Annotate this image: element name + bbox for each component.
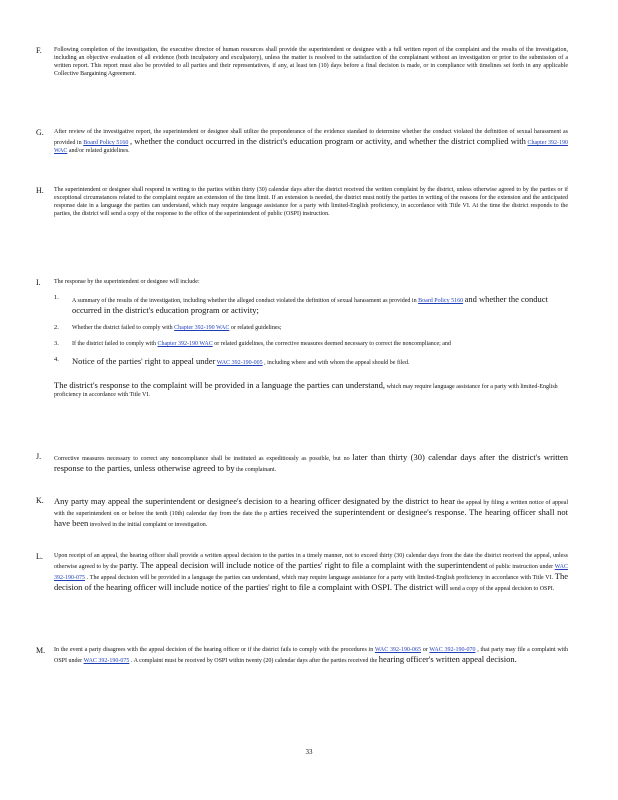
- section-text: send a copy of the appeal decision to OSPI.: [449, 586, 555, 593]
- section-text: involved in the initial complaint or investigation.: [89, 522, 208, 529]
- wac-section-link[interactable]: WAC 392-190-005: [216, 360, 263, 367]
- section-text: The superintendent or designee shall respond in writing to the parties within thirty (30) calendar days after the district received the written complaint by the district, unless otherwise agreed to by the parties or if exceptional circumstances related to the complaint require an extension of the time limit. If an extension is needed, the district must notify the parties in writing of the reasons for the extension and the anticipated response date in a language the parties can understand, which may require language assistance for a party with limited-English proficiency, in accordance with Title VI. At the time the district responds to the parties, the district will send a copy of the response to the office of the superintendent of public (OSPI) instruction.: [54, 187, 568, 218]
- wac-chapter-link[interactable]: Chapter 392-190 WAC: [54, 140, 569, 155]
- section-body: [54, 46, 568, 78]
- board-policy-link[interactable]: Board Policy 5160: [83, 140, 129, 147]
- item-number: 2.: [54, 324, 59, 332]
- section-text: hearing officer's written appeal decision.: [378, 654, 517, 665]
- item-text: Notice of the parties' right to appeal under: [72, 356, 216, 367]
- section-text: the complainant.: [236, 467, 277, 474]
- section-text: the appeal by filing a written notice of appeal with the superintendent on or before the tenth (10th) calendar day from the date the p: [54, 500, 568, 518]
- item-text: If the district failed to comply with: [72, 341, 156, 348]
- wac-section-link[interactable]: WAC 392-190-075: [54, 564, 568, 582]
- section-closing: [54, 380, 568, 399]
- section-text: The decision of the hearing officer will include notice of the parties' right to file a complaint with OSPI. The district will: [54, 571, 569, 593]
- section-text: The district's response to the complaint will be provided in a language the parties can understand,: [54, 379, 386, 390]
- item-text: A summary of the results of the investigation, including whether the alleged conduct violated the definition of sexual harassment as provided in: [72, 298, 417, 305]
- list-item: [54, 294, 568, 316]
- section-letter: F.: [36, 46, 42, 55]
- list-item: [54, 356, 568, 367]
- wac-section-link[interactable]: WAC 392-190-065: [374, 647, 421, 653]
- section-text: later than thirty (30) calendar days after the district's written response to the parties, unless otherwise agreed to by: [54, 452, 569, 474]
- section-text: Corrective measures necessary to correct any noncompliance shall be instituted as expeditiously as possible, but no: [54, 456, 350, 462]
- wac-chapter-link[interactable]: Chapter 392-190 WAC: [157, 341, 213, 348]
- section-letter: I.: [36, 278, 41, 287]
- list-item: [54, 340, 568, 348]
- section-text: Following completion of the investigation, the executive director of human resources shall provide the superintendent or designee with a full written report of the complaint and the results of the investigation, including an objective evaluation of all evidence (both inculpatory and exculpatory), unless the matter is resolved to the satisfaction of the complainant without an investigation or prior to the submission of a written report. This report must also be provided to all parties and their representatives, if any, at least ten (10) days before a final decision is made, or in compliance with timelines set forth in any applicable Collective Bargaining Agreement.: [54, 47, 568, 78]
- section-text: party. The appeal decision will include notice of the parties' right to file a complaint with the superintendent: [119, 560, 488, 571]
- section-body: [54, 186, 568, 218]
- item-text: , including where and with whom the appeal should be filed.: [264, 360, 410, 367]
- item-text: and whether the conduct occurred in the district's education program or activity;: [72, 294, 548, 316]
- section-text: arties received the superintendent or designee's response. The hearing officer shall not have been: [54, 507, 568, 529]
- section-text: Upon receipt of an appeal, the hearing officer shall provide a written appeal decision to the parties in a timely manner, not to exceed thirty (30) calendar days from the date the district received the appeal, unless otherwise agreed to by the: [54, 553, 568, 571]
- section-text: or: [422, 647, 428, 653]
- section-letter: H.: [36, 186, 44, 195]
- item-number: 1.: [54, 294, 59, 302]
- section-body: [54, 128, 568, 155]
- item-text: Whether the district failed to comply with: [72, 325, 173, 332]
- section-letter: J.: [36, 452, 42, 461]
- wac-section-link[interactable]: WAC 392-190-070: [429, 647, 476, 653]
- section-text: , that party may file a complaint with OSPI under: [54, 647, 569, 665]
- board-policy-link[interactable]: Board Policy 5160: [418, 298, 464, 305]
- page-number: 33: [305, 748, 313, 756]
- section-text: , whether the conduct occurred in the district's education program or activity, and whether the district complied with: [129, 136, 526, 147]
- section-letter: M.: [36, 646, 46, 655]
- section-text: . A complaint must be received by OSPI within twenty (20) calendar days after the parties received the: [130, 658, 378, 665]
- wac-chapter-link[interactable]: Chapter 392-190 WAC: [174, 325, 230, 332]
- section-text: of public instruction under: [489, 564, 554, 571]
- section-letter: K.: [36, 496, 44, 505]
- section-text: After review of the investigative report, the superintendent or designee shall utilize the preponderance of the evidence standard to determine whether the conduct violated the definition of sexual harassment as provided in: [54, 129, 568, 147]
- section-letter: G.: [36, 128, 44, 137]
- item-number: 4.: [54, 356, 59, 364]
- item-number: 3.: [54, 340, 59, 348]
- item-text: or related guidelines, the corrective measures deemed necessary to correct the noncompliance; and: [214, 341, 451, 348]
- section-text: In the event a party disagrees with the appeal decision of the hearing officer or if the district fails to comply with the procedures in: [54, 647, 374, 653]
- section-letter: L.: [36, 552, 43, 561]
- section-body: [54, 646, 568, 665]
- wac-section-link[interactable]: WAC 392-190-075: [83, 658, 130, 665]
- section-body: [54, 552, 568, 593]
- section-text: Any party may appeal the superintendent or designee's decision to a hearing officer designated by the district to hear: [54, 496, 456, 506]
- section-text: . The appeal decision will be provided in a language the parties can understand, which may require language assistance for a party with limited-English proficiency in accordance with Title VI.: [86, 575, 554, 582]
- list-item: [54, 324, 568, 332]
- section-text: and/or related guidelines.: [68, 148, 130, 155]
- section-intro: The response by the superintendent or designee will include:: [54, 279, 200, 285]
- section-text: which may require language assistance for a party with limited-English proficiency in accordance with Title VI.: [54, 383, 558, 398]
- response-items: [54, 278, 568, 399]
- section-body: [54, 496, 568, 529]
- item-text: or related guidelines;: [230, 325, 282, 332]
- section-body: [54, 452, 568, 474]
